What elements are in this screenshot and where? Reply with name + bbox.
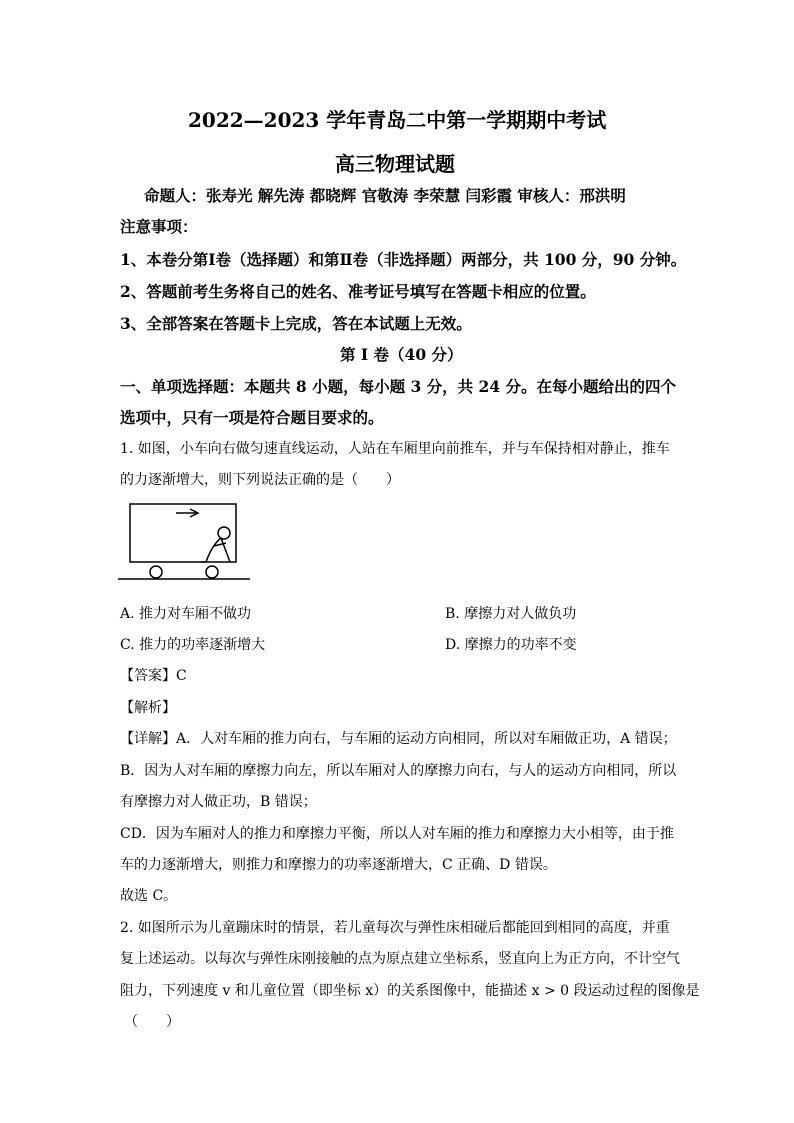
q1-option-a: A. 推力对车厢不做功 [120, 606, 252, 622]
q1-detail-line-2: B．因为人对车厢的摩擦力向左，所以车厢对人的摩擦力向右，与人的运动方向相同，所以 [120, 763, 677, 779]
q1-detail-line-1: 【详解】A．人对车厢的推力向右，与车厢的运动方向相同，所以对车厢做正功，A 错误； [120, 731, 677, 747]
person-head [218, 527, 230, 539]
q2-stem-line-4: （ ） [124, 1014, 180, 1030]
authors-line: 命题人：张寿光 解先涛 都晓辉 官敬涛 李荣慧 闫彩霞 审核人：邢洪明 [144, 186, 626, 205]
q1-stem-line-1: 1. 如图，小车向右做匀速直线运动，人站在车厢里向前推车，并与车保持相对静止，推车 [120, 441, 670, 457]
q1-cart-figure [118, 500, 250, 584]
person-body [201, 538, 230, 562]
q1-option-c: C. 推力的功率逐渐增大 [120, 637, 266, 653]
q1-answer: 【答案】C [120, 668, 187, 684]
q1-option-d: D. 摩擦力的功率不变 [445, 637, 577, 653]
note-item-2: 2、答题前考生务将自己的姓名、准考证号填写在答题卡相应的位置。 [120, 282, 596, 301]
q1-detail-line-3: 有摩擦力对人做正功，B 错误； [120, 794, 317, 810]
notes-heading: 注意事项： [120, 217, 198, 236]
q2-stem-line-3: 阻力，下列速度 v 和儿童位置（即坐标 x）的关系图像中，能描述 x > 0 段运动过程的图像是 [120, 983, 700, 999]
exam-title: 2022—2023 学年青岛二中第一学期期中考试 [188, 108, 607, 132]
section-heading: 第 I 卷（40 分） [340, 345, 463, 364]
q1-detail-line-6: 故选 C。 [120, 888, 178, 904]
q2-stem-line-2: 复上述运动。以每次与弹性床刚接触的点为原点建立坐标系，竖直向上为正方向，不计空气 [120, 951, 680, 967]
cart-wheel-left [150, 566, 162, 578]
exam-subtitle: 高三物理试题 [335, 152, 455, 176]
q1-option-b: B. 摩擦力对人做负功 [445, 606, 577, 622]
q1-detail-line-4: CD．因为车厢对人的推力和摩擦力平衡，所以人对车厢的推力和摩擦力大小相等，由于推 [120, 826, 674, 842]
section-intro-line-1: 一、单项选择题：本题共 8 小题，每小题 3 分，共 24 分。在每小题给出的四个 [120, 377, 677, 396]
section-intro-line-2: 选项中，只有一项是符合题目要求的。 [120, 408, 384, 427]
note-item-3: 3、全部答案在答题卡上完成，答在本试题上无效。 [120, 314, 472, 333]
q2-stem-line-1: 2. 如图所示为儿童蹦床时的情景，若儿童每次与弹性床相碰后都能回到相同的高度，并重 [120, 920, 670, 936]
q1-detail-line-5: 车的力逐渐增大，则推力和摩擦力的功率逐渐增大，C 正确、D 错误。 [120, 857, 557, 873]
q1-stem-line-2: 的力逐渐增大，则下列说法正确的是（ ） [120, 472, 400, 488]
cart-wheel-right [206, 566, 218, 578]
note-item-1: 1、本卷分第Ⅰ卷（选择题）和第Ⅱ卷（非选择题）两部分，共 100 分，90 分钟。 [120, 250, 687, 269]
q1-analysis-label: 【解析】 [120, 700, 176, 716]
